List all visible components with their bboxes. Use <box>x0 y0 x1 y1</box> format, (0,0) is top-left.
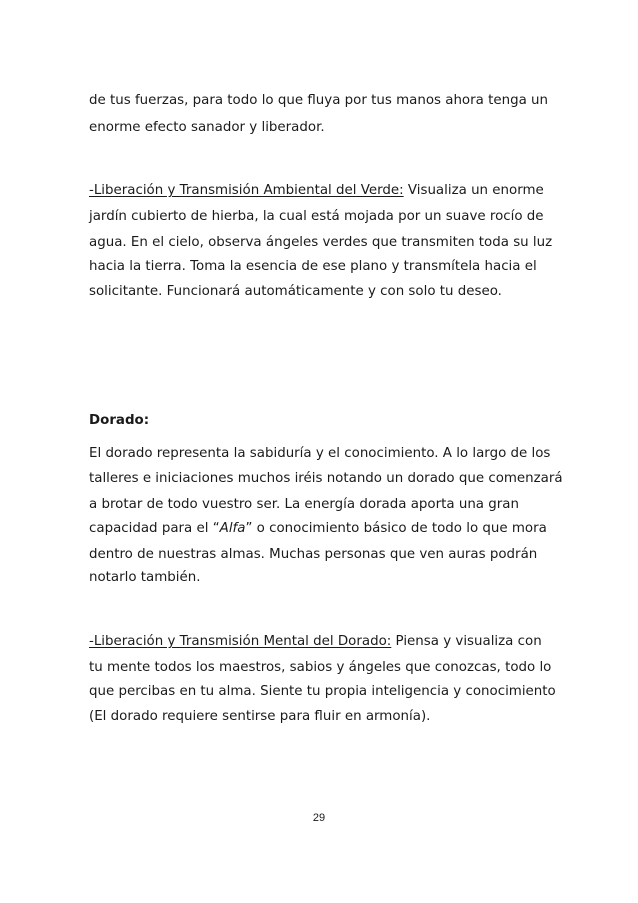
body-line: agua. En el cielo, observa ángeles verdes que transmiten toda su luz <box>89 235 553 250</box>
body-text: Visualiza un enorme <box>403 183 544 198</box>
section-dorado-title: Dorado: <box>89 413 150 428</box>
section-mental-heading: -Liberación y Transmisión Mental del Dorado: <box>89 634 392 649</box>
body-line: (El dorado requiere sentirse para fluir en armonía). <box>89 709 431 724</box>
body-line: jardín cubierto de hierba, la cual está mojada por un suave rocío de <box>89 209 544 224</box>
alfa-term: Alfa <box>219 521 246 536</box>
body-line <box>89 520 547 538</box>
body-line: de tus fuerzas, para todo lo que fluya por tus manos ahora tenga un <box>89 93 549 108</box>
body-line: a brotar de todo vuestro ser. La energía dorada aporta una gran <box>89 497 519 512</box>
body-line: que percibas en tu alma. Siente tu propia inteligencia y conocimiento <box>89 684 556 699</box>
body-text: capacidad para el “ <box>89 521 220 536</box>
page-number: 29 <box>312 812 326 824</box>
body-line: tu mente todos los maestros, sabios y ángeles que conozcas, todo lo <box>89 660 552 675</box>
body-line: notarlo también. <box>89 570 201 585</box>
body-text: Piensa y visualiza con <box>391 634 542 649</box>
body-line: hacia la tierra. Toma la esencia de ese plano y transmítela hacia el <box>89 259 537 274</box>
section-mental-line <box>89 633 542 651</box>
body-text: ” o conocimiento básico de todo lo que mora <box>245 521 547 536</box>
section-verde-heading: -Liberación y Transmisión Ambiental del Verde: <box>89 183 404 198</box>
body-line: solicitante. Funcionará automáticamente y con solo tu deseo. <box>89 284 502 299</box>
body-line: El dorado representa la sabiduría y el conocimiento. A lo largo de los <box>89 446 551 461</box>
body-line: dentro de nuestras almas. Muchas personas que ven auras podrán <box>89 547 538 562</box>
section-verde-line <box>89 182 544 200</box>
body-line: talleres e iniciaciones muchos iréis notando un dorado que comenzará <box>89 471 563 486</box>
body-line: enorme efecto sanador y liberador. <box>89 120 325 135</box>
